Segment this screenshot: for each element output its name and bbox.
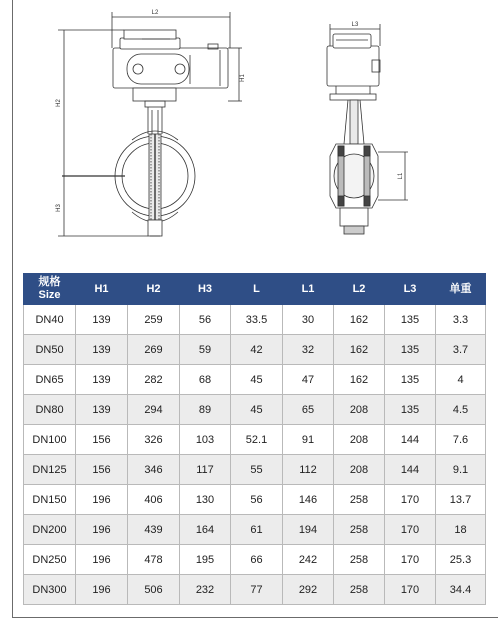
value-cell: 135 (385, 365, 436, 395)
value-cell: 156 (76, 425, 128, 455)
value-cell: 294 (128, 395, 180, 425)
value-cell: 30 (283, 305, 334, 335)
value-cell: 68 (180, 365, 231, 395)
value-cell: 56 (231, 485, 283, 515)
valve-technical-drawing (20, 0, 498, 268)
value-cell: 139 (76, 395, 128, 425)
value-cell: 146 (283, 485, 334, 515)
value-cell: 47 (283, 365, 334, 395)
size-cell: DN40 (24, 305, 76, 335)
column-header: L1 (283, 274, 334, 305)
value-cell: 77 (231, 575, 283, 605)
value-cell: 144 (385, 425, 436, 455)
size-cell: DN150 (24, 485, 76, 515)
value-cell: 208 (334, 425, 385, 455)
value-cell: 4 (436, 365, 486, 395)
size-cell: DN80 (24, 395, 76, 425)
table-row (24, 485, 486, 515)
column-header: L3 (385, 274, 436, 305)
value-cell: 61 (231, 515, 283, 545)
value-cell: 3.3 (436, 305, 486, 335)
value-cell: 112 (283, 455, 334, 485)
value-cell: 56 (180, 305, 231, 335)
value-cell: 292 (283, 575, 334, 605)
table-body (24, 305, 486, 605)
value-cell: 130 (180, 485, 231, 515)
size-cell: DN65 (24, 365, 76, 395)
value-cell: 196 (76, 575, 128, 605)
dim-label-l3: L3 (351, 22, 359, 28)
size-cell: DN250 (24, 545, 76, 575)
value-cell: 135 (385, 395, 436, 425)
dim-label-l1: L1 (398, 172, 404, 180)
value-cell: 269 (128, 335, 180, 365)
value-cell: 139 (76, 365, 128, 395)
column-header: H3 (180, 274, 231, 305)
value-cell: 170 (385, 575, 436, 605)
value-cell: 42 (231, 335, 283, 365)
size-cell: DN50 (24, 335, 76, 365)
value-cell: 195 (180, 545, 231, 575)
value-cell: 89 (180, 395, 231, 425)
column-header: 规格 Size (24, 274, 76, 305)
value-cell: 45 (231, 395, 283, 425)
value-cell: 346 (128, 455, 180, 485)
column-header: 单重 (436, 274, 486, 305)
value-cell: 59 (180, 335, 231, 365)
dim-label-l2: L2 (151, 10, 159, 16)
value-cell: 164 (180, 515, 231, 545)
value-cell: 478 (128, 545, 180, 575)
value-cell: 52.1 (231, 425, 283, 455)
value-cell: 3.7 (436, 335, 486, 365)
value-cell: 66 (231, 545, 283, 575)
size-cell: DN300 (24, 575, 76, 605)
value-cell: 34.4 (436, 575, 486, 605)
value-cell: 196 (76, 485, 128, 515)
value-cell: 170 (385, 515, 436, 545)
value-cell: 139 (76, 335, 128, 365)
table-row (24, 365, 486, 395)
value-cell: 406 (128, 485, 180, 515)
value-cell: 117 (180, 455, 231, 485)
table-row (24, 425, 486, 455)
value-cell: 282 (128, 365, 180, 395)
size-cell: DN125 (24, 455, 76, 485)
dim-label-h1: H1 (240, 74, 246, 82)
value-cell: 13.7 (436, 485, 486, 515)
column-header: L2 (334, 274, 385, 305)
dim-label-h2: H2 (56, 99, 62, 107)
value-cell: 162 (334, 365, 385, 395)
column-header: L (231, 274, 283, 305)
table-row (24, 335, 486, 365)
value-cell: 103 (180, 425, 231, 455)
value-cell: 162 (334, 305, 385, 335)
value-cell: 162 (334, 335, 385, 365)
value-cell: 242 (283, 545, 334, 575)
side-view (327, 24, 408, 234)
table-row (24, 305, 486, 335)
value-cell: 259 (128, 305, 180, 335)
value-cell: 4.5 (436, 395, 486, 425)
value-cell: 196 (76, 545, 128, 575)
value-cell: 45 (231, 365, 283, 395)
column-header: H2 (128, 274, 180, 305)
value-cell: 144 (385, 455, 436, 485)
value-cell: 439 (128, 515, 180, 545)
table-header (24, 274, 486, 305)
size-cell: DN100 (24, 425, 76, 455)
table-header-row (24, 274, 486, 305)
value-cell: 208 (334, 455, 385, 485)
specification-table (23, 273, 486, 605)
column-header: H1 (76, 274, 128, 305)
table-row (24, 575, 486, 605)
value-cell: 135 (385, 335, 436, 365)
value-cell: 232 (180, 575, 231, 605)
value-cell: 65 (283, 395, 334, 425)
value-cell: 258 (334, 485, 385, 515)
value-cell: 156 (76, 455, 128, 485)
table-row (24, 545, 486, 575)
value-cell: 170 (385, 485, 436, 515)
value-cell: 258 (334, 515, 385, 545)
table-row (24, 455, 486, 485)
front-view (58, 12, 242, 236)
dim-label-h3: H3 (56, 204, 62, 212)
value-cell: 506 (128, 575, 180, 605)
table-row (24, 515, 486, 545)
value-cell: 7.6 (436, 425, 486, 455)
value-cell: 139 (76, 305, 128, 335)
value-cell: 194 (283, 515, 334, 545)
value-cell: 25.3 (436, 545, 486, 575)
value-cell: 326 (128, 425, 180, 455)
value-cell: 170 (385, 545, 436, 575)
value-cell: 32 (283, 335, 334, 365)
value-cell: 55 (231, 455, 283, 485)
value-cell: 9.1 (436, 455, 486, 485)
value-cell: 33.5 (231, 305, 283, 335)
value-cell: 18 (436, 515, 486, 545)
size-cell: DN200 (24, 515, 76, 545)
value-cell: 258 (334, 545, 385, 575)
table-row (24, 395, 486, 425)
value-cell: 91 (283, 425, 334, 455)
value-cell: 196 (76, 515, 128, 545)
value-cell: 208 (334, 395, 385, 425)
value-cell: 135 (385, 305, 436, 335)
value-cell: 258 (334, 575, 385, 605)
